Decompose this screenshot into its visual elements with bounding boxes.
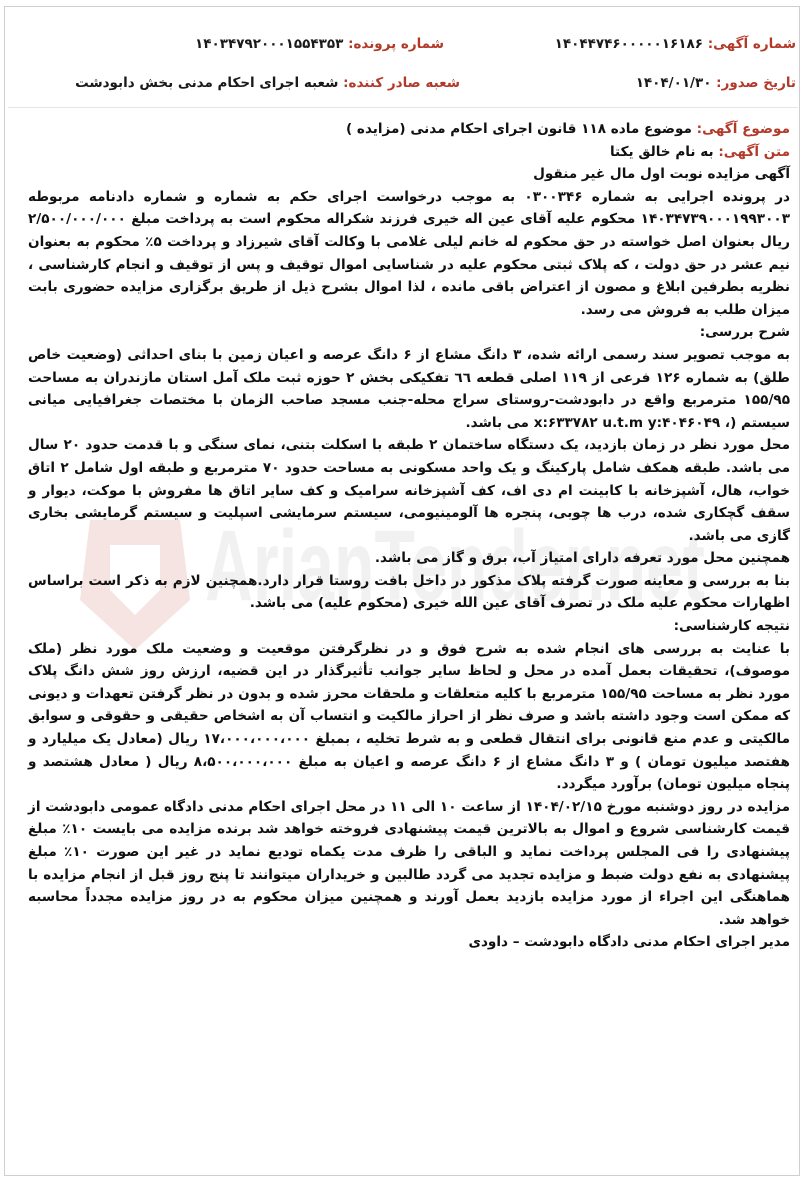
issuer-label: شعبه صادر کننده: (343, 75, 460, 91)
visit-paragraph: محل مورد نظر در زمان بازدید، یک دستگاه ساختمان ۲ طبقه با اسکلت بتنی، نمای سنگی و با قدمت حدود ۲۰ سال می باشد. طبقه همکف شامل پارکینگ و یک واحد مسکونی به مساحت حدود ۷۰ مترمربع و طبقه اول شامل ۲ اتاق خواب، هال، آشپزخانه با کابینت ام دی اف، کف آشپزخانه سرامیک و کف سایر اتاق ها مفروش با موکت، دیوار و سقف گچکاری شده، درب ها چوبی، پنجره ها آلومینیومی، سیستم سرمایشی اسپلیت و سیستم گرمایشی بخاری گازی می باشد. (28, 437, 790, 544)
case-number-value: ۱۴۰۳۴۷۹۲۰۰۰۱۵۵۴۳۵۳ (195, 36, 344, 52)
location-paragraph: بنا به بررسی و معاینه صورت گرفته پلاک مذکور در داخل بافت روستا قرار دارد.همچنین لازم به ذکر است براساس اظهارات محکوم علیه ملک در تصرف آقای عین الله خیری (محکوم علیه) می باشد. (28, 572, 790, 612)
signature-line: مدیر اجرای احکام مدنی دادگاه دابودشت – داودی (468, 934, 790, 951)
issue-date-label: تاریخ صدور: (716, 75, 796, 91)
issuer-value: شعبه اجرای احکام مدنی بخش دابودشت (75, 75, 339, 91)
case-number (195, 36, 444, 52)
ad-number-value: ۱۴۰۴۴۷۴۶۰۰۰۰۰۱۶۱۸۶ (554, 36, 703, 52)
body-text-value: به نام خالق یکتا (609, 143, 714, 160)
issue-date (636, 75, 796, 91)
watermark-text: ArianTender.net (205, 510, 705, 622)
result-paragraph: با عنایت به بررسی های انجام شده به شرح فوق و در نظرگرفتن موقعیت و وضعیت ملک مورد نظر (ملک موصوف)، تحقیقات بعمل آمده در محل و لحاظ سایر جوانب تأثیرگذار در این قضیه، ارزش روز شش دانگ پلاک مورد نظر به مساحت ۱۵۵/۹۵ مترمربع با کلیه متعلقات و ملحقات محرز شده و بدون در نظر گرفتن تعهدات و دیونی که ممکن است وجود داشته باشد و صرف نظر از احراز مالکیت و انتساب آن به اشخاص حقیقی و حقوقی و سوابق مالکیتی و عدم منع قانونی برای انتقال قطعی و به شرط تخلیه ، بمبلغ ۱۷،۰۰۰،۰۰۰،۰۰۰ ریال (معادل یک میلیارد و هفتصد میلیون تومان ) و ۳ دانگ مشاع از ۶ دانگ عرصه و اعیان به مبلغ ۸،۵۰۰،۰۰۰،۰۰۰ ریال ( معادل هشتصد و پنجاه میلیون تومان) برآورد میگردد. (28, 640, 790, 793)
review-heading: شرح بررسی: (699, 324, 790, 341)
issue-date-value: ۱۴۰۴/۰۱/۳۰ (635, 75, 712, 91)
header-divider (8, 107, 798, 108)
ad-title: آگهی مزایده نوبت اول مال غیر منقول (533, 166, 790, 183)
result-heading: نتیجه کارشناسی: (673, 618, 790, 635)
utilities-paragraph: همچنین محل مورد تعرفه دارای امتیاز آب، برق و گاز می باشد. (374, 550, 790, 567)
issuer (75, 75, 460, 91)
ad-content (28, 118, 790, 954)
intro-paragraph: در پرونده اجرایی به شماره ۰۳۰۰۳۴۶ به موجب درخواست اجرای حکم به شماره و شماره دادنامه مربوطه ۱۴۰۳۴۷۳۹۰۰۰۱۹۹۳۰۰۳ محکوم علیه آقای عین اله خیری فرزند شکراله محکوم است به پرداخت مبلغ ۲/۵۰۰/۰۰۰/۰۰۰ ریال بعنوان اصل خواسته در حق محکوم له خانم لیلی غلامی با وکالت آقای شیرزاد و پرداخت ۵٪ محکوم به بعنوان نیم عشر در حق دولت ، که پلاک ثبتی محکوم علیه در شناسایی اموال توقیف و پس از توقیف و انجام کارشناسی ، نظریه بطرفین ابلاغ و مصون از اعتراض باقی مانده ، لذا اموال بشرح ذیل از طریق برگزاری مزایده حضوری بابت میزان طلب به فروش می رسد. (28, 188, 791, 318)
subject-row (28, 118, 790, 141)
case-number-label: شماره پرونده: (348, 36, 444, 52)
ad-number-label: شماره آگهی: (707, 36, 796, 52)
subject-value: موضوع ماده ۱۱۸ قانون اجرای احکام مدنی (مزایده ) (345, 121, 692, 137)
review-paragraph: به موجب تصویر سند رسمی ارائه شده، ۳ دانگ مشاع از ۶ دانگ عرصه و اعیان زمین با بنای احداثی (وضعیت خاص طلق) به شماره ۱۲۶ فرعی از ۱۱۹ اصلی قطعه ٦٦ تفکیکی بخش ۲ حوزه ثبت ملک آمل استان مازندران به مساحت ۱۵۵/۹۵ مترمربع واقع در دابودشت-روستای سراج محله-جنب مسجد صاحب الزمان با مختصات جغرافیایی میانی سیستم (، x:۶۳۳۷۸۲ u.t.m y:۴۰۴۶۰۴۹ می باشد. (28, 346, 790, 431)
ad-number (555, 36, 796, 52)
body-text-label: متن آگهی: (718, 143, 790, 160)
auction-paragraph: مزایده در روز دوشنبه مورخ ۱۴۰۴/۰۲/۱۵ از ساعت ۱۰ الی ۱۱ در محل اجرای احکام مدنی دادگاه عمومی دابودشت از قیمت کارشناسی شروع و اموال به بالاترین قیمت پیشنهادی فروخته خواهد شد برنده مزایده می بایست ۱۰٪ مبلغ پیشنهادی را فی المجلس پرداخت نماید و الباقی را ظرف مدت یکماه تودیع نماید در غیر این صورت ۱۰٪ مبلغ پیشنهادی به نفع دولت ضبط و مزایده تجدید می گردد طالبین و خریداران میتوانند تا پنج روز قبل از انجام مزایده با هماهنگی این اجراء از مورد مزایده بازدید بعمل آورند و همچنین میزان محکوم به در روز مزایده مجدداً محاسبه خواهد شد. (28, 798, 790, 928)
body-text-row (28, 141, 790, 164)
subject-label: موضوع آگهی: (696, 121, 790, 137)
